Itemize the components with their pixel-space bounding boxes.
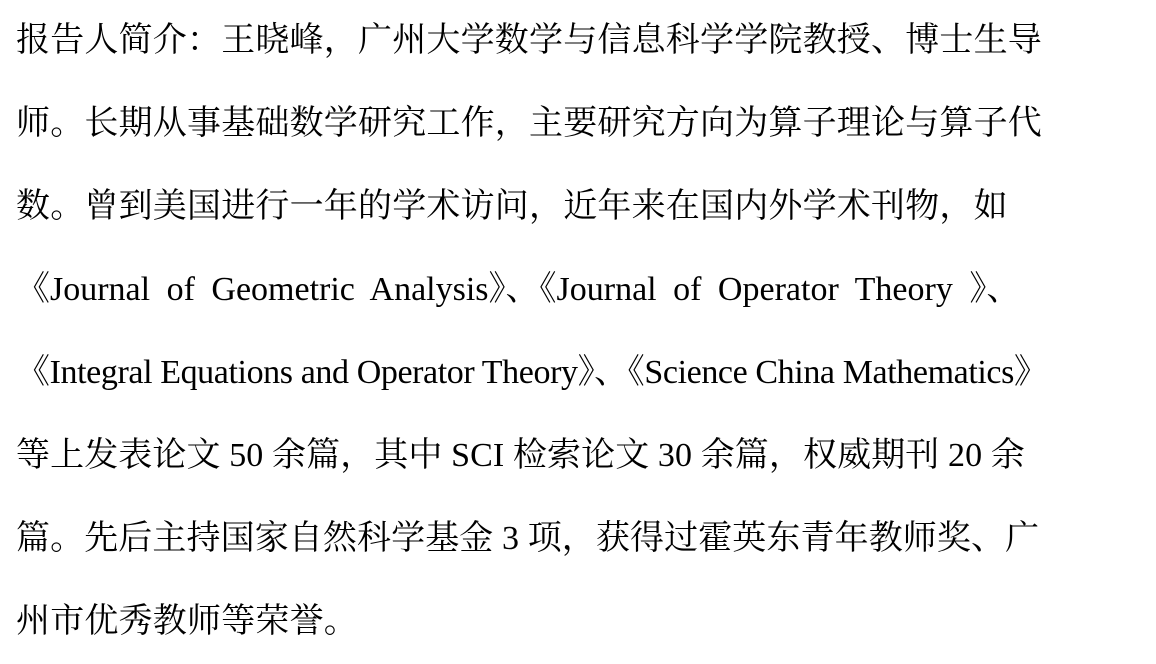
bio-line-3: 数。曾到美国进行一年的学术访问，近年来在国内外学术刊物，如 — [16, 188, 1008, 225]
bio-line-6: 等上发表论文 50 余篇，其中 SCI 检索论文 30 余篇，权威期刊 20 余 — [16, 437, 1025, 474]
bio-line-4: 《Journal of Geometric Analysis》、《Journal of Operator Theory 》、 — [16, 271, 1021, 308]
bio-line-8: 州市优秀教师等荣誉。 — [16, 603, 358, 640]
bio-line-5: 《Integral Equations and Operator Theory》、《Science China Mathematics》 — [16, 354, 1048, 391]
bio-line-7: 篇。先后主持国家自然科学基金 3 项，获得过霍英东青年教师奖、广 — [16, 520, 1040, 557]
bio-line-1: 报告人简介：王晓峰，广州大学数学与信息科学学院教授、博士生导 — [16, 22, 1042, 59]
bio-line-2: 师。长期从事基础数学研究工作，主要研究方向为算子理论与算子代 — [16, 105, 1042, 142]
